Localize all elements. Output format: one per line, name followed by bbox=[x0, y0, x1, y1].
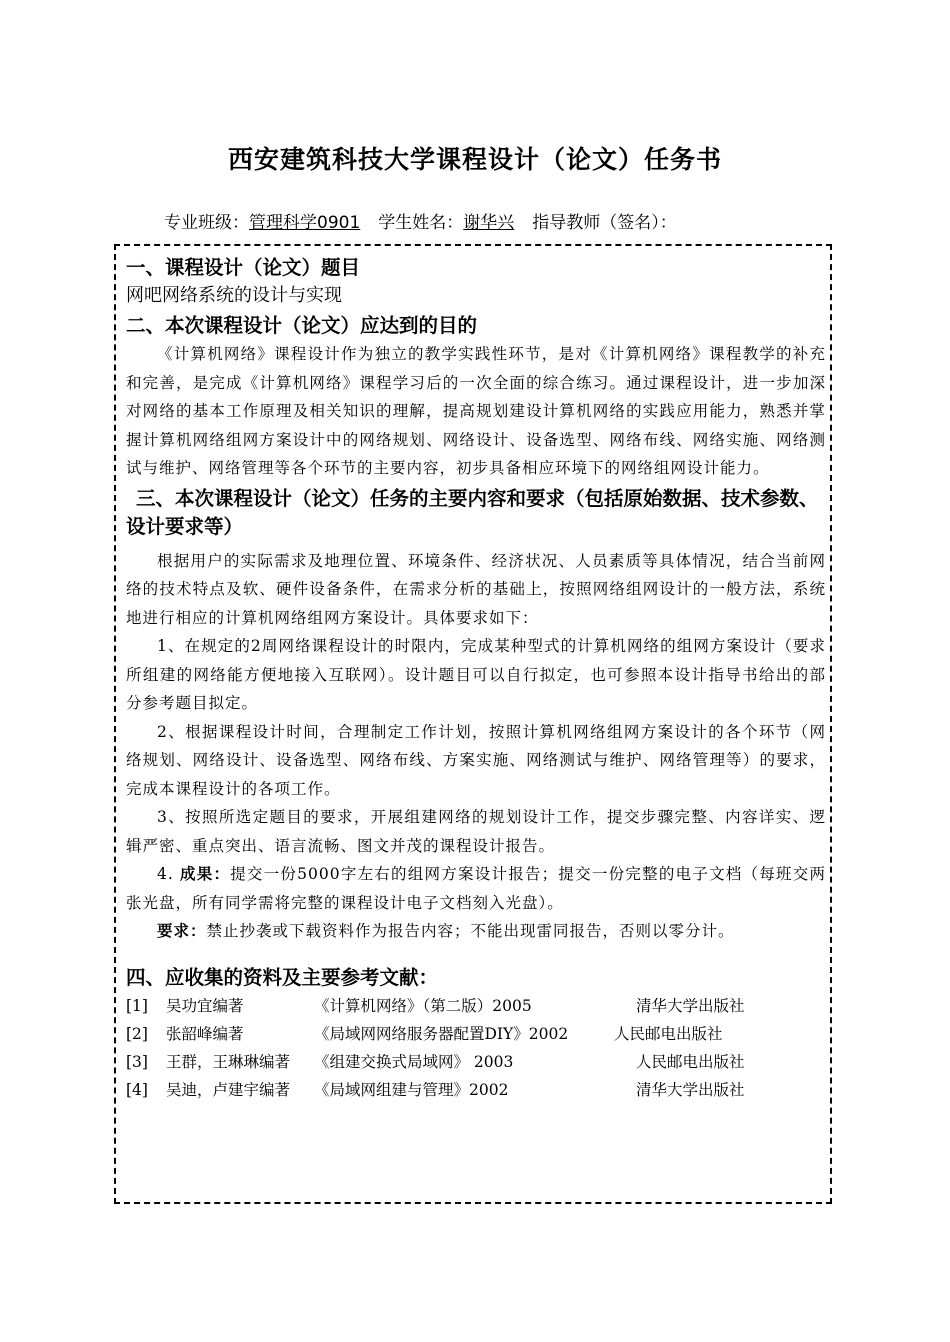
section-3-intro: 根据用户的实际需求及地理位置、环境条件、经济状况、人员素质等具体情况，结合当前网络的技术特点及软、硬件设备条件，在需求分析的基础上，按照网络组网设计的一般方法，系统地进行相应的计算机网络组网方案设计。具体要求如下： bbox=[126, 551, 826, 627]
reference-book: 《组建交换式局域网》 2003 bbox=[314, 1052, 514, 1071]
task-content-box bbox=[114, 244, 832, 1204]
requirement-text: 禁止抄袭或下载资料作为报告内容；不能出现雷同报告，否则以零分计。 bbox=[206, 922, 735, 940]
reference-publisher: 人民邮电出版社 bbox=[636, 1052, 745, 1071]
page-title: 西安建筑科技大学课程设计（论文）任务书 bbox=[227, 145, 722, 174]
design-topic: 网吧网络系统的设计与实现 bbox=[126, 285, 342, 306]
requirement-note bbox=[126, 917, 826, 946]
reference-number: [4] bbox=[126, 1080, 148, 1099]
reference-item bbox=[126, 1020, 826, 1048]
item-4-bold-label: 成果： bbox=[179, 865, 231, 883]
teacher-label: 指导教师（签名）： bbox=[532, 213, 677, 233]
section-3-heading: 三、本次课程设计（论文）任务的主要内容和要求（包括原始数据、技术参数、设计要求等） bbox=[126, 486, 819, 538]
reference-publisher: 人民邮电出版社 bbox=[614, 1024, 723, 1043]
task-content bbox=[126, 254, 826, 1104]
reference-publisher: 清华大学出版社 bbox=[636, 1080, 745, 1099]
reference-list bbox=[126, 992, 826, 1104]
reference-author: 张韶峰编著 bbox=[166, 1024, 244, 1043]
reference-book: 《局域网网络服务器配置DIY》2002 bbox=[314, 1024, 569, 1043]
reference-item bbox=[126, 1076, 826, 1104]
section-2-heading: 二、本次课程设计（论文）应达到的目的 bbox=[126, 314, 478, 337]
item-4-number: 4. bbox=[157, 865, 180, 883]
student-info-line bbox=[164, 208, 677, 233]
reference-book: 《计算机网络》（第二版）2005 bbox=[314, 996, 532, 1015]
reference-author: 吴迪，卢建宇编著 bbox=[166, 1080, 291, 1099]
reference-item bbox=[126, 1048, 826, 1076]
class-label: 专业班级： bbox=[164, 213, 249, 233]
section-1-heading: 一、课程设计（论文）题目 bbox=[126, 256, 361, 279]
reference-number: [3] bbox=[126, 1052, 148, 1071]
requirement-item-4 bbox=[126, 860, 826, 917]
requirement-item-1: 1、在规定的2周网络课程设计的时限内，完成某种型式的计算机网络的组网方案设计（要求所组建的网络能方便地接入互联网）。设计题目可以自行拟定，也可参照本设计指导书给出的部分参考题目拟定。 bbox=[126, 637, 826, 712]
reference-author: 王群，王琳琳编著 bbox=[166, 1052, 291, 1071]
requirement-bold-label: 要求： bbox=[157, 922, 207, 940]
requirement-item-3: 3、按照所选定题目的要求，开展组建网络的规划设计工作，提交步骤完整、内容详实、逻辑严密、重点突出、语言流畅、图文并茂的课程设计报告。 bbox=[126, 808, 826, 855]
reference-number: [1] bbox=[126, 996, 148, 1015]
reference-item bbox=[126, 992, 826, 1020]
section-4-heading: 四、应收集的资料及主要参考文献： bbox=[126, 965, 439, 989]
reference-publisher: 清华大学出版社 bbox=[636, 996, 745, 1015]
requirement-item-2: 2、根据课程设计时间，合理制定工作计划，按照计算机网络组网方案设计的各个环节（网络规划、网络设计、设备选型、网络布线、方案实施、网络测试与维护、网络管理等）的要求，完成本课程设计的各项工作。 bbox=[126, 722, 826, 798]
student-label: 学生姓名： bbox=[378, 213, 464, 233]
reference-author: 吴功宜编著 bbox=[166, 996, 244, 1015]
section-2-paragraph: 《计算机网络》课程设计作为独立的教学实践性环节，是对《计算机网络》课程教学的补充和完善，是完成《计算机网络》课程学习后的一次全面的综合练习。通过课程设计，进一步加深对网络的基本工作原理及相关知识的理解，提高规划建设计算机网络的实践应用能力，熟悉并掌握计算机网络组网方案设计中的网络规划、网络设计、设备选型、网络布线、网络实施、网络测试与维护、网络管理等各个环节的主要内容，初步具备相应环境下的网络组网设计能力。 bbox=[126, 345, 826, 477]
class-value: 管理科学0901 bbox=[249, 213, 361, 233]
reference-book: 《局域网组建与管理》2002 bbox=[314, 1080, 509, 1099]
item-4-text: 提交一份5000字左右的组网方案设计报告；提交一份完整的电子文档（每班交两张光盘，所有同学需将完整的课程设计电子文档刻入光盘）。 bbox=[126, 865, 826, 912]
reference-number: [2] bbox=[126, 1024, 148, 1043]
student-value: 谢华兴 bbox=[463, 213, 515, 233]
